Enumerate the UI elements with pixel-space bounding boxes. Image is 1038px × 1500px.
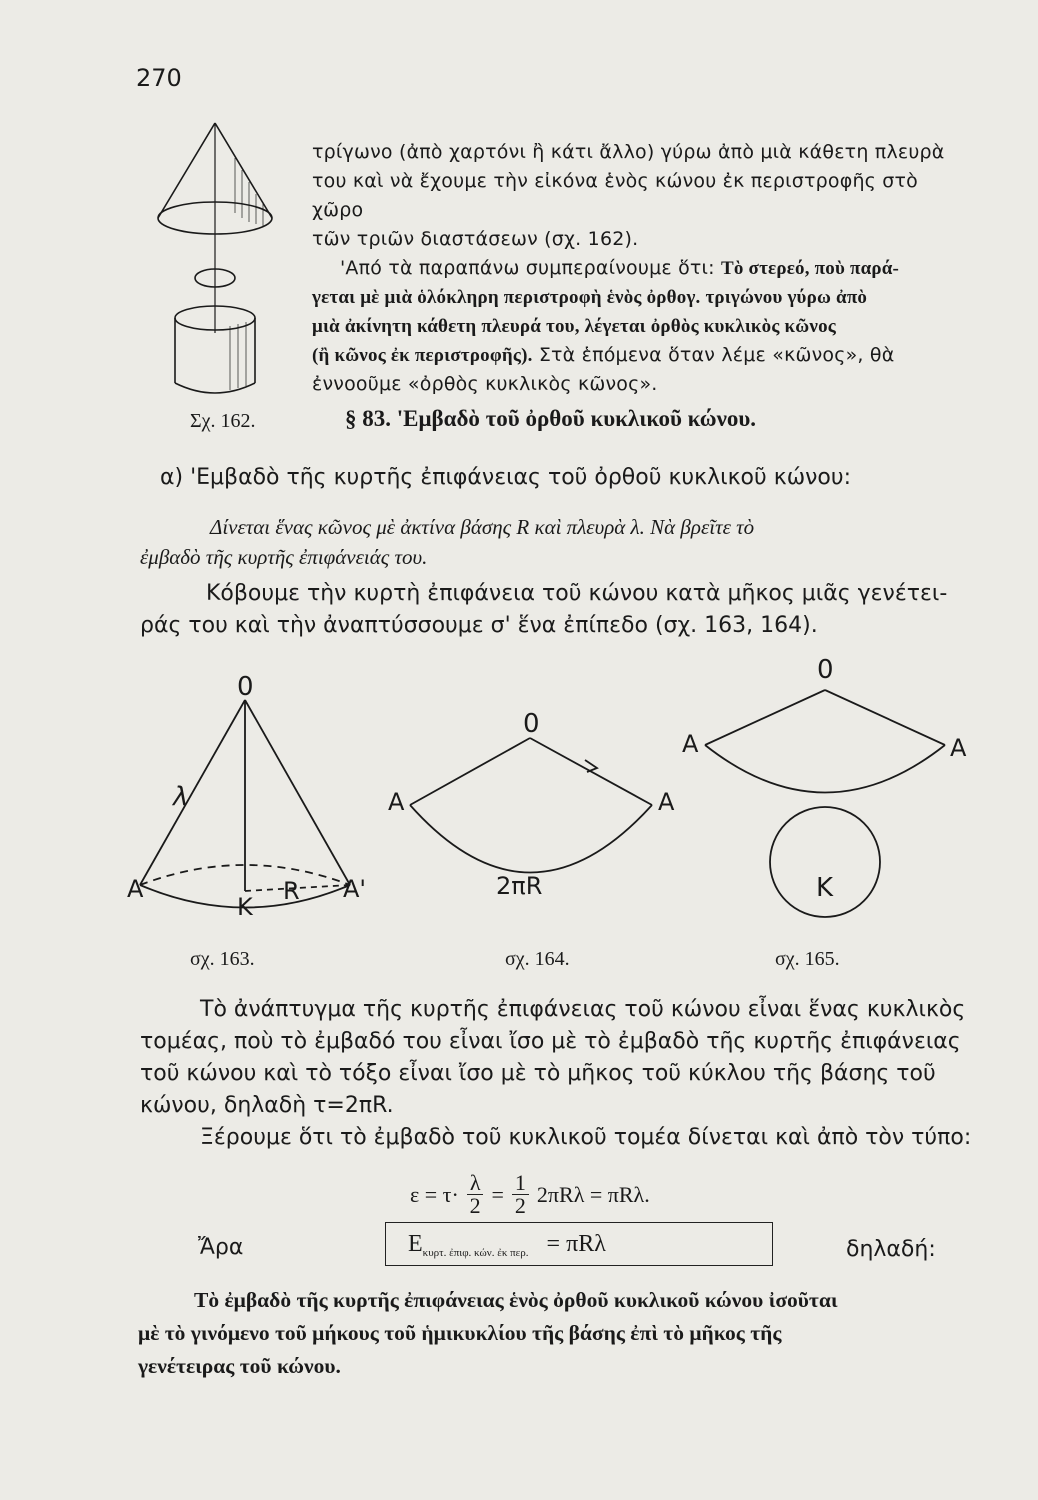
- figure-164-sector: [380, 700, 680, 910]
- label-A-prime: A': [343, 875, 367, 903]
- note-line: Στὰ ἑπόμενα ὅταν λέμε «κῶνος», θὰ: [538, 344, 895, 366]
- definition-line: γεται μὲ μιὰ ὁλόκληρη περιστροφὴ ἑνὸς ὀρθογ. τριγώνου γύρω ἀπὸ: [312, 287, 868, 308]
- sector-164-arc: [410, 805, 652, 873]
- result-rhs: = πRλ: [546, 1230, 606, 1257]
- problem-statement: [140, 512, 980, 572]
- cut-line: ράς του καὶ τὴν ἀναπτύσσουμε σ' ἕνα ἐπίπεδο (σχ. 163, 164).: [140, 613, 818, 638]
- label-O: 0: [817, 655, 834, 685]
- theorem-line: Τὸ ἐμβαδὸ τῆς κυρτῆς ἐπιφάνειας ἑνὸς ὀρθοῦ κυκλικοῦ κώνου ἰσοῦται: [194, 1288, 838, 1312]
- label-K: K: [816, 873, 834, 903]
- label-O: 0: [523, 709, 540, 739]
- frac-num: λ: [467, 1172, 484, 1195]
- label-A: A: [950, 734, 967, 762]
- frac-num: 1: [512, 1172, 529, 1195]
- figure-163-cone: [125, 665, 365, 945]
- development-line: τομέας, ποὺ τὸ ἐμβαδό του εἶναι ἴσο μὲ τὸ ἐμβαδὸ τῆς κυρτῆς ἐπιφάνειας: [140, 1029, 961, 1054]
- subheading: α) 'Εμβαδὸ τῆς κυρτῆς ἐπιφάνειας τοῦ ὀρθοῦ κυκλικοῦ κώνου:: [160, 465, 852, 490]
- intro-paragraph: [312, 138, 972, 399]
- fraction-one-half: [512, 1172, 529, 1217]
- figure-163-caption: σχ. 163.: [190, 948, 255, 970]
- cut-paragraph: [140, 578, 1000, 642]
- frac-den: 2: [469, 1193, 481, 1218]
- section-heading: § 83. 'Εμβαδὸ τοῦ ὀρθοῦ κυκλικοῦ κώνου.: [345, 406, 757, 431]
- figure-165-caption: σχ. 165.: [775, 948, 840, 970]
- definition-start: Τὸ στερεό, ποὺ παρά-: [721, 258, 900, 279]
- label-lambda: λ: [173, 782, 189, 812]
- cone-163-slant-left: [140, 700, 245, 885]
- frac-den: 2: [514, 1193, 526, 1218]
- ara-label: Ἄρα: [198, 1235, 244, 1260]
- result-subscript: κυρτ. ἐπιφ. κών. ἐκ περ.: [422, 1247, 529, 1259]
- development-line: κώνου, δηλαδὴ τ=2πR.: [140, 1093, 394, 1118]
- sector-165-radius-right: [825, 690, 945, 745]
- intro-line: τῶν τριῶν διαστάσεων (σχ. 162).: [312, 228, 639, 250]
- development-paragraph: [140, 994, 1000, 1154]
- label-A: A: [682, 730, 699, 758]
- figure-165-development: [680, 650, 980, 920]
- development-line: τοῦ κώνου καὶ τὸ τόξο εἶναι ἴσο μὲ τὸ μῆκος τοῦ κύκλου τῆς βάσης τοῦ: [140, 1061, 936, 1086]
- formula-eq: =: [491, 1181, 504, 1207]
- sector-164-radius-right: [530, 738, 652, 805]
- cut-line: Κόβουμε τὴν κυρτὴ ἐπιφάνεια τοῦ κώνου κατὰ μῆκος μιᾶς γενέτει-: [206, 581, 948, 606]
- formula-rest: 2πRλ = πRλ.: [536, 1181, 650, 1207]
- label-R: R: [283, 877, 300, 905]
- note-line: ἐννοοῦμε «ὀρθὸς κυκλικὸς κῶνος».: [312, 373, 658, 395]
- cone-163-slant-right: [245, 700, 350, 885]
- formula-lhs: ε = τ·: [410, 1181, 459, 1207]
- theorem: [138, 1284, 998, 1383]
- sector-165-arc: [705, 745, 945, 793]
- label-O: 0: [237, 672, 254, 702]
- label-2piR: 2πR: [496, 872, 543, 900]
- conclusion-lead: 'Από τὰ παραπάνω συμπεραίνουμε ὅτι:: [340, 257, 715, 279]
- fraction-lambda-over-2: [467, 1172, 484, 1217]
- problem-line: ἐμβαδὸ τῆς κυρτῆς ἐπιφάνειάς του.: [140, 545, 428, 569]
- sector-area-formula: [410, 1172, 650, 1217]
- page-number: 270: [136, 64, 182, 92]
- label-K: K: [237, 893, 253, 921]
- sector-165-radius-left: [705, 690, 825, 745]
- formula-intro: Ξέρουμε ὅτι τὸ ἐμβαδὸ τοῦ κυκλικοῦ τομέα δίνεται καὶ ἀπὸ τὸν τύπο:: [200, 1125, 972, 1150]
- label-A: A: [127, 875, 144, 903]
- figure-164-caption: σχ. 164.: [505, 948, 570, 970]
- result-E: E: [408, 1230, 423, 1257]
- sector-164-radius-left: [410, 738, 530, 805]
- label-A: A: [658, 788, 675, 816]
- development-line: Τὸ ἀνάπτυγμα τῆς κυρτῆς ἐπιφάνειας τοῦ κώνου εἶναι ἕνας κυκλικὸς: [200, 997, 966, 1022]
- intro-line: τρίγωνο (ἀπὸ χαρτόνι ἢ κάτι ἄλλο) γύρω ἀπὸ μιὰ κάθετη πλευρὰ: [312, 141, 945, 163]
- result-box: [385, 1222, 773, 1266]
- definition-line: (ἢ κῶνος ἐκ περιστροφῆς).: [312, 345, 533, 366]
- theorem-line: μὲ τὸ γινόμενο τοῦ μήκους τοῦ ἡμικυκλίου τῆς βάσης ἐπὶ τὸ μῆκος τῆς: [138, 1321, 782, 1345]
- definition-line: μιὰ ἀκίνητη κάθετη πλευρά του, λέγεται ὀρθὸς κυκλικὸς κῶνος: [312, 316, 836, 337]
- label-A: A: [388, 788, 405, 816]
- figure-162-caption: Σχ. 162.: [190, 410, 256, 432]
- problem-line: Δίνεται ἕνας κῶνος μὲ ἀκτίνα βάσης R καὶ πλευρὰ λ. Νὰ βρεῖτε τὸ: [210, 515, 755, 539]
- theorem-line: γενέτειρας τοῦ κώνου.: [138, 1354, 341, 1378]
- intro-line: του καὶ νὰ ἔχουμε τὴν εἰκόνα ἑνὸς κώνου ἐκ περιστροφῆς στὸ χῶρο: [312, 170, 918, 221]
- diladi-label: δηλαδή:: [846, 1237, 936, 1262]
- figure-162-cone-rotation: [150, 118, 280, 408]
